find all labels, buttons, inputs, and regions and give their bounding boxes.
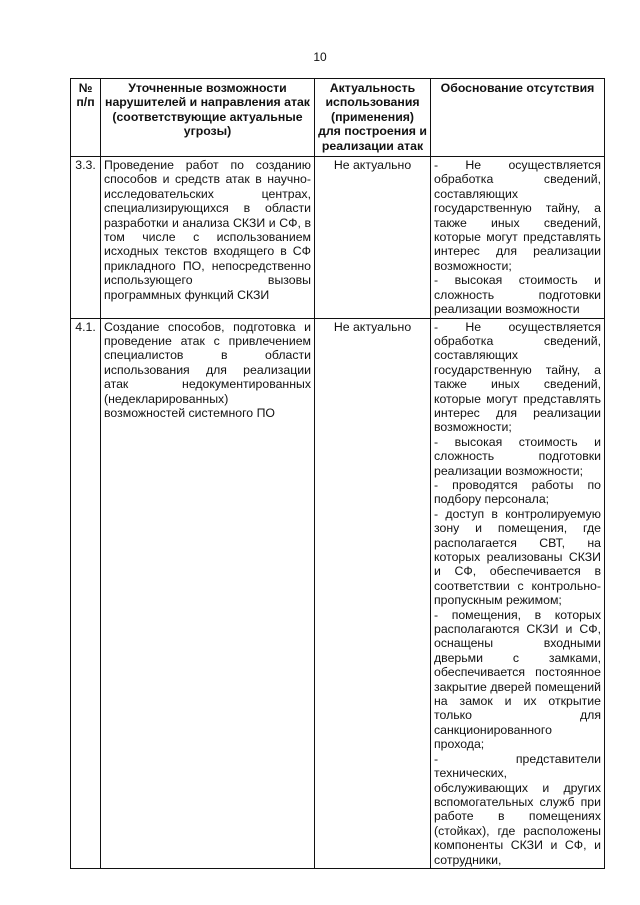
header-capabilities: Уточненные возможности нарушителей и направления атак (соответствующие актуальные угрозы) [101, 79, 315, 157]
table-row [71, 318, 605, 868]
justification-item: - высокая стоимость и сложность подготовки реализации возможности [434, 273, 601, 317]
justification-item: - высокая стоимость и сложность подготовки реализации возможности; [434, 434, 601, 478]
header-relevance: Актуальность использования (применения) для построения и реализации атак [315, 79, 431, 157]
row-number: 4.1. [71, 318, 101, 868]
capability-cell: Проведение работ по созданию способов и средств атак в научно-исследовательских центрах, специализирующихся в области разработки и анализа СКЗИ и СФ, в том числе с использованием исходных текстов входящего в СФ прикладного ПО, непосредственно использующего вызовы программных функций СКЗИ [101, 157, 315, 318]
justification-item: - проводятся работы по подбору персонала; [434, 477, 601, 507]
justification-cell [431, 318, 605, 868]
justification-item: - Не осуществляется обработка сведений, составляющих государственную тайну, а также иных сведений, которые могут представлять интерес для реализации возможности; [434, 158, 601, 273]
threat-table [70, 78, 605, 869]
justification-item: - Не осуществляется обработка сведений, составляющих государственную тайну, а также иных сведений, которые могут представлять интерес для реализации возможности; [434, 319, 601, 435]
header-justification: Обоснование отсутствия [431, 79, 605, 157]
relevance-cell: Не актуально [315, 318, 431, 868]
capability-cell: Создание способов, подготовка и проведение атак с привлечением специалистов в области использования для реализации атак недокументированных (недекларированных) возможностей системного ПО [101, 318, 315, 868]
header-number: № п/п [71, 79, 101, 157]
justification-cell [431, 157, 605, 318]
justification-item: - доступ в контролируемую зону и помещения, где располагается СВТ, на которых реализованы СКЗИ и СФ, обеспечивается в соответствии с контрольно-пропускным режимом; [434, 506, 601, 608]
relevance-cell: Не актуально [315, 157, 431, 318]
row-number: 3.3. [71, 157, 101, 318]
table-header-row [71, 79, 605, 157]
page-number: 10 [313, 50, 327, 64]
justification-item: - помещения, в которых располагаются СКЗИ и СФ, оснащены входными дверьми с замками, обеспечивается постоянное закрытие дверей помещений на замок и их открытие только для санкционированного прохода; [434, 607, 601, 752]
table-row [71, 157, 605, 318]
justification-item: - представители технических, обслуживающих и других вспомогательных служб при работе в помещениях (стойках), где расположены компоненты СКЗИ и СФ, и сотрудники, [434, 751, 601, 867]
